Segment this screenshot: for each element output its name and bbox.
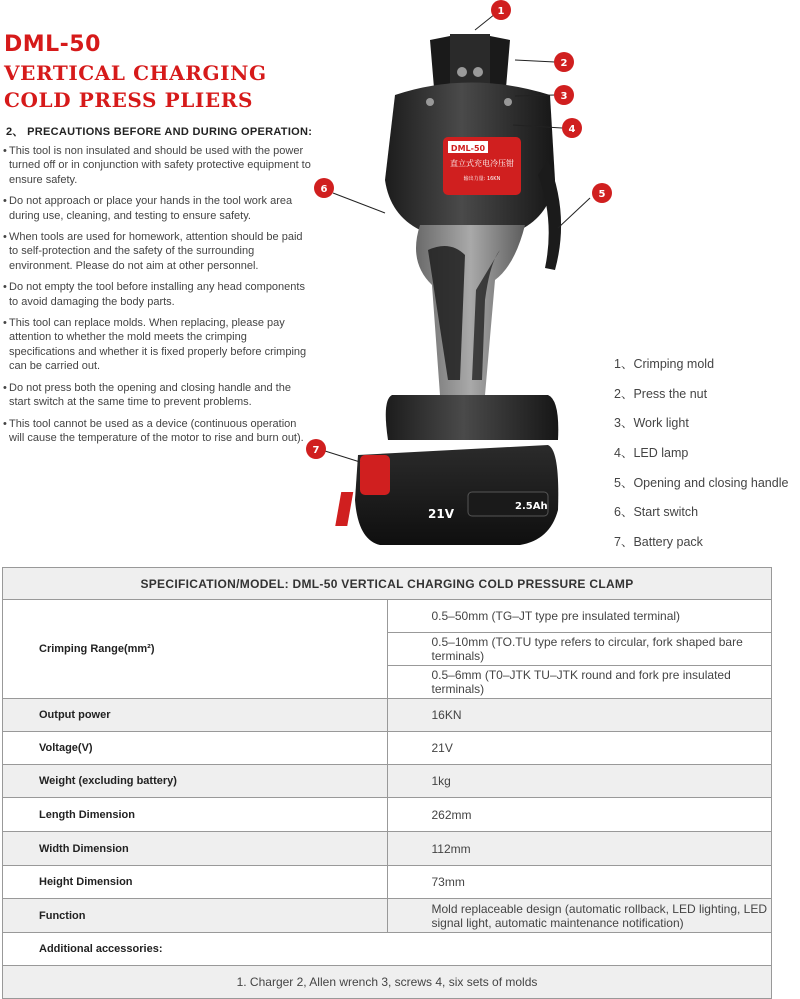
spec-label-weight: Weight (excluding battery): [3, 765, 388, 798]
spec-value-output-power: 16KN: [387, 699, 772, 732]
feature-list: [614, 350, 800, 558]
callout-1: 1: [497, 6, 505, 17]
title-line-1: VERTICAL CHARGING: [4, 61, 267, 85]
opening-handle: [538, 160, 561, 270]
spec-table: [2, 567, 772, 999]
callout-2: 2: [560, 58, 568, 69]
spec-label-function: Function: [3, 899, 388, 933]
precaution-item: • This tool cannot be used as a device (continuous operation will cause the temperature of the motor to rise and burn out).: [3, 417, 313, 446]
precaution-item: • When tools are used for homework, attention should be paid to self-protection and the safety of the surrounding environment. Please do not aim at other personnel.: [3, 230, 313, 273]
callout-5: 5: [598, 189, 606, 200]
precaution-item: • Do not empty the tool before installing any head components to avoid damaging the body parts.: [3, 280, 313, 309]
spec-label-voltage: Voltage(V): [3, 732, 388, 765]
spec-value-voltage: 21V: [387, 732, 772, 765]
spec-value-height: 73mm: [387, 866, 772, 899]
battery-capacity: 2.5Ah: [515, 501, 548, 512]
model-name: DML-50: [4, 32, 101, 57]
spec-heading: SPECIFICATION/MODEL: DML-50 VERTICAL CHARGING COLD PRESSURE CLAMP: [3, 568, 772, 600]
product-image: [300, 0, 620, 560]
callout-4: 4: [568, 124, 576, 135]
spec-value-function: Mold replaceable design (automatic rollback, LED lighting, LED signal light, automatic maintenance notification): [387, 899, 772, 933]
crimping-range-value: 0.5–50mm (TG–JT type pre insulated terminal): [387, 600, 772, 633]
feature-item: 6、Start switch: [614, 505, 699, 520]
crimping-range-label: Crimping Range(mm²): [3, 600, 388, 699]
crimping-tool-illustration: [300, 0, 620, 560]
label-sub: 输出力量: 16KN: [463, 176, 501, 182]
precautions-heading: 2、 PRECAUTIONS BEFORE AND DURING OPERATION:: [6, 126, 313, 138]
feature-item: 4、LED lamp: [614, 446, 689, 461]
feature-item: 7、Battery pack: [614, 535, 703, 550]
label-cn: 直立式充电冷压钳: [450, 159, 514, 168]
title-line-2: COLD PRESS PLIERS: [4, 88, 253, 112]
precaution-item: • Do not approach or place your hands in the tool work area during use, cleaning, and testing to ensure safety.: [3, 194, 313, 223]
crimping-range-value: 0.5–6mm (T0–JTK TU–JTK round and fork pre insulated terminals): [387, 666, 772, 699]
spec-value-width: 112mm: [387, 832, 772, 866]
spec-value-weight: 1kg: [387, 765, 772, 798]
callout-6: 6: [320, 184, 328, 195]
spec-label-output-power: Output power: [3, 699, 388, 732]
product-label: [443, 137, 521, 195]
accessories-value: 1. Charger 2, Allen wrench 3, screws 4, six sets of molds: [3, 966, 772, 999]
precaution-item: • Do not press both the opening and closing handle and the start switch at the same time to prevent problems.: [3, 381, 313, 410]
feature-item: 2、Press the nut: [614, 386, 708, 401]
precautions-list: [3, 144, 313, 452]
label-model: DML-50: [450, 144, 486, 153]
callout-3: 3: [560, 91, 568, 102]
spec-label-length: Length Dimension: [3, 798, 388, 832]
precaution-item: • This tool can replace molds. When replacing, please pay attention to whether the mold meets the crimping specifications and whether it is fixed properly before crimping can be carried out.: [3, 316, 313, 374]
feature-item: 1、Crimping mold: [614, 357, 715, 371]
accessories-label: Additional accessories:: [3, 933, 772, 966]
crimping-range-value: 0.5–10mm (TO.TU type refers to circular, fork shaped bare terminals): [387, 633, 772, 666]
feature-item: 5、Opening and closing handle: [614, 475, 789, 490]
product-title: [4, 60, 267, 114]
precaution-item: • This tool is non insulated and should be used with the power turned off or in conjunction with safety protective equipment to ensure safety.: [3, 144, 313, 187]
battery-pack: [335, 445, 558, 545]
callout-7: 7: [312, 445, 320, 456]
spec-label-height: Height Dimension: [3, 866, 388, 899]
feature-item: 3、Work light: [614, 416, 689, 431]
spec-label-width: Width Dimension: [3, 832, 388, 866]
battery-voltage: 21V: [428, 507, 454, 521]
spec-value-length: 262mm: [387, 798, 772, 832]
